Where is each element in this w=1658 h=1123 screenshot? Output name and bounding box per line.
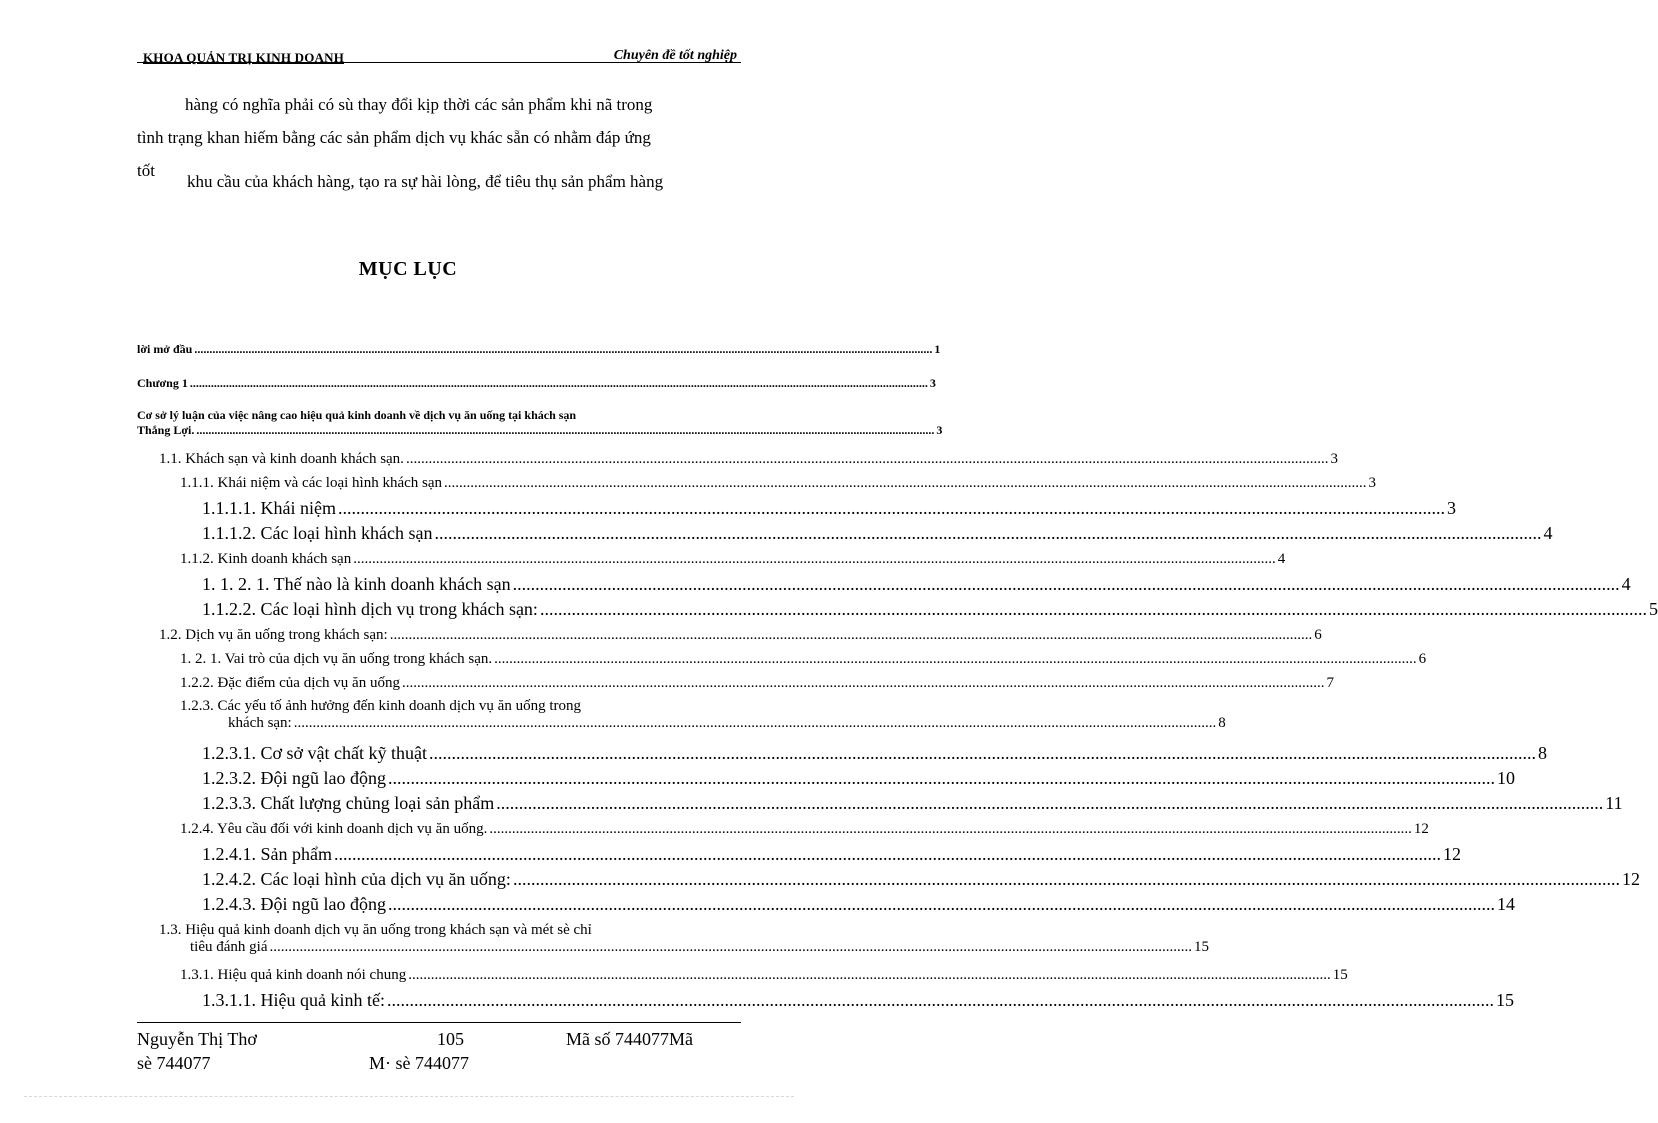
toc-leader: [338, 498, 1445, 519]
toc-entry-text: 1.2.3.3. Chất lượng chủng loại sản phẩm: [202, 793, 495, 813]
body-line: tốt: [137, 161, 155, 180]
toc-entry-text: 1.3. Hiệu quả kinh doanh dịch vụ ăn uống trong khách sạn và mét sè chỉ: [159, 922, 592, 938]
body-line-cut-text: khu cầu của khách hàng, tạo ra sự hài lòng, để tiêu thụ sản phẩm hàng: [187, 172, 664, 191]
toc-title: MỤC LỤC: [358, 258, 458, 280]
toc-leader: [513, 574, 1620, 595]
body-line: hàng có nghĩa phải có sù thay đổi kịp thời các sản phẩm khi nã trong: [185, 95, 653, 114]
toc-entry-page: 12: [1443, 844, 1461, 864]
body-line: tình trạng khan hiếm bằng các sản phẩm dịch vụ khác sẵn có nhằm đáp ứng: [137, 128, 651, 147]
toc-entry-page: 10: [1497, 768, 1515, 788]
toc-entry-text: Cơ sở lý luận của việc nâng cao hiệu quả kinh doanh về dịch vụ ăn uống tại khách sạn: [137, 408, 577, 422]
toc-entry-text: 1. 1. 2. 1. Thế nào là kinh doanh khách sạn: [202, 574, 511, 594]
toc-entry-page: 15: [1332, 967, 1348, 983]
toc-entry-page: 4: [1543, 523, 1553, 543]
toc-entry-text: lời mở đầu: [137, 342, 193, 356]
toc-entry-text: 1.2.4.2. Các loại hình của dịch vụ ăn uống:: [202, 869, 511, 889]
toc-entry-page: 15: [1495, 990, 1514, 1010]
toc-leader: [387, 990, 1494, 1011]
toc-entry-page: 3: [1330, 451, 1338, 467]
toc-leader: [408, 967, 1331, 984]
toc-leader: [388, 894, 1495, 915]
toc-entry-page: 14: [1497, 894, 1515, 914]
toc-entry-text: 1.2.4.3. Đội ngũ lao động: [202, 894, 386, 914]
toc-entry-text: 1.1. Khách sạn và kinh doanh khách sạn.: [159, 451, 404, 467]
toc-entry[interactable]: [180, 821, 1429, 838]
toc-entry-text: 1.2.2. Đặc điểm của dịch vụ ăn uống: [180, 675, 400, 691]
header-faculty: KHOA QUẢN TRỊ KINH DOANH: [143, 50, 345, 65]
toc-leader: [194, 342, 932, 357]
toc-entry-text: Chương 1: [137, 376, 188, 390]
footer-code-cont: M· sè 744077: [369, 1053, 469, 1073]
toc-entry[interactable]: [180, 475, 1377, 492]
toc-entry[interactable]: [202, 869, 1640, 890]
toc-entry-text-cont: Thắng Lợi.: [137, 423, 195, 437]
page-header: [137, 48, 741, 70]
toc-entry[interactable]: [202, 844, 1461, 865]
toc-entry-page: 4: [1277, 551, 1286, 567]
toc-leader: [294, 715, 1217, 732]
toc-entry-continuation: [190, 939, 1209, 956]
toc-entry[interactable]: [202, 793, 1623, 814]
toc-entry-text: 1.1.1. Khái niệm và các loại hình khách sạn: [180, 475, 443, 491]
footer-page-number: 105: [437, 1029, 464, 1049]
toc-entry-text: 1.2.4.1. Sản phẩm: [202, 844, 332, 864]
toc-entry-page: 1: [934, 342, 941, 356]
toc-entry[interactable]: [159, 451, 1338, 468]
toc-entry[interactable]: [202, 768, 1515, 789]
toc-entry-text: 1.2.3.2. Đội ngũ lao động: [202, 768, 386, 788]
toc-entry-text: 1.2.3.1. Cơ sở vật chất kỹ thuật: [202, 743, 428, 763]
toc-entry-text-cont: khách sạn:: [228, 715, 292, 731]
toc-entry-page: 11: [1605, 793, 1623, 813]
toc-leader: [196, 423, 934, 438]
footer-author-cont: sè 744077: [137, 1053, 211, 1073]
toc-entry-wrapped[interactable]: [137, 408, 943, 438]
toc-entry-page: 3: [936, 423, 943, 437]
page-bottom-divider: [24, 1096, 794, 1097]
toc-entry-page: 15: [1193, 939, 1209, 955]
toc-entry[interactable]: [159, 627, 1322, 644]
toc-entry[interactable]: [202, 990, 1514, 1011]
toc-entry[interactable]: [202, 599, 1658, 620]
toc-entry-page: 6: [1418, 651, 1427, 667]
toc-leader: [269, 939, 1192, 956]
toc-entry-text: 1.1.1.2. Các loại hình khách sạn: [202, 523, 433, 543]
toc-leader: [190, 376, 928, 391]
toc-leader: [444, 475, 1367, 492]
toc-entry-page: 8: [1538, 743, 1548, 763]
toc-leader: [388, 768, 1495, 789]
toc-entry-text: 1.1.1.1. Khái niệm: [202, 498, 336, 518]
toc-entry-page: 8: [1218, 715, 1226, 731]
header-doc-type: Chuyên đề tốt nghiệp: [613, 48, 737, 63]
toc-entry-page: 4: [1621, 574, 1631, 594]
toc-entry[interactable]: [137, 342, 941, 357]
toc-entry-page: 7: [1326, 675, 1334, 691]
toc-entry-text: 1.2.4. Yêu cầu đối với kinh doanh dịch vụ ăn uống.: [180, 821, 488, 837]
toc-entry-page: 12: [1413, 821, 1429, 837]
toc-leader: [406, 451, 1329, 468]
toc-entry[interactable]: [137, 376, 936, 391]
toc-entry[interactable]: [180, 651, 1427, 668]
toc-leader: [390, 627, 1313, 644]
toc-entry-page: 6: [1314, 627, 1322, 643]
toc-leader: [434, 523, 1541, 544]
toc-entry-continuation: [228, 715, 1226, 732]
toc-entry-page: 3: [1446, 498, 1456, 518]
toc-entry[interactable]: [180, 967, 1348, 984]
toc-entry-continuation: [137, 423, 943, 438]
toc-leader: [513, 869, 1620, 890]
toc-entry[interactable]: [202, 894, 1515, 915]
toc-leader: [494, 651, 1417, 668]
toc-leader: [489, 821, 1412, 838]
toc-leader: [496, 793, 1603, 814]
toc-entry-text: 1.1.2. Kinh doanh khách sạn: [180, 551, 352, 567]
toc-entry[interactable]: [180, 551, 1286, 568]
toc-leader: [429, 743, 1536, 764]
toc-leader: [334, 844, 1441, 865]
toc-entry-page: 3: [1368, 475, 1377, 491]
toc-entry[interactable]: [202, 498, 1456, 519]
body-line-cut: [137, 172, 741, 200]
toc-entry-text: 1.2. Dịch vụ ăn uống trong khách sạn:: [159, 627, 388, 643]
toc-entry-text: 1.3.1.1. Hiệu quả kinh tế:: [202, 990, 385, 1010]
toc-entry[interactable]: [202, 523, 1553, 544]
toc-entry[interactable]: [202, 743, 1548, 764]
footer-code: Mã số 744077Mã: [566, 1029, 693, 1049]
toc-entry-wrapped[interactable]: [159, 922, 1209, 956]
toc-entry-text: 1.1.2.2. Các loại hình dịch vụ trong khách sạn:: [202, 599, 538, 619]
toc-entry-page: 3: [929, 376, 936, 390]
toc-entry-text-cont: tiêu đánh giá: [190, 939, 268, 955]
footer-rule: [137, 1022, 741, 1023]
toc-entry[interactable]: [180, 675, 1334, 692]
toc-entry-text: 1.3.1. Hiệu quả kinh doanh nói chung: [180, 967, 407, 983]
toc-leader: [353, 551, 1276, 568]
toc-entry[interactable]: [202, 574, 1631, 595]
toc-entry-wrapped[interactable]: [180, 698, 1226, 732]
toc-leader: [540, 599, 1647, 620]
toc-leader: [402, 675, 1325, 692]
toc-entry-page: 5: [1648, 599, 1658, 619]
toc-entry-text: 1.2.3. Các yếu tố ảnh hưởng đến kinh doanh dịch vụ ăn uống trong: [180, 698, 581, 714]
footer-author: Nguyễn Thị Thơ: [137, 1029, 257, 1049]
toc-entry-text: 1. 2. 1. Vai trò của dịch vụ ăn uống trong khách sạn.: [180, 651, 493, 667]
toc-entry-page: 12: [1621, 869, 1640, 889]
